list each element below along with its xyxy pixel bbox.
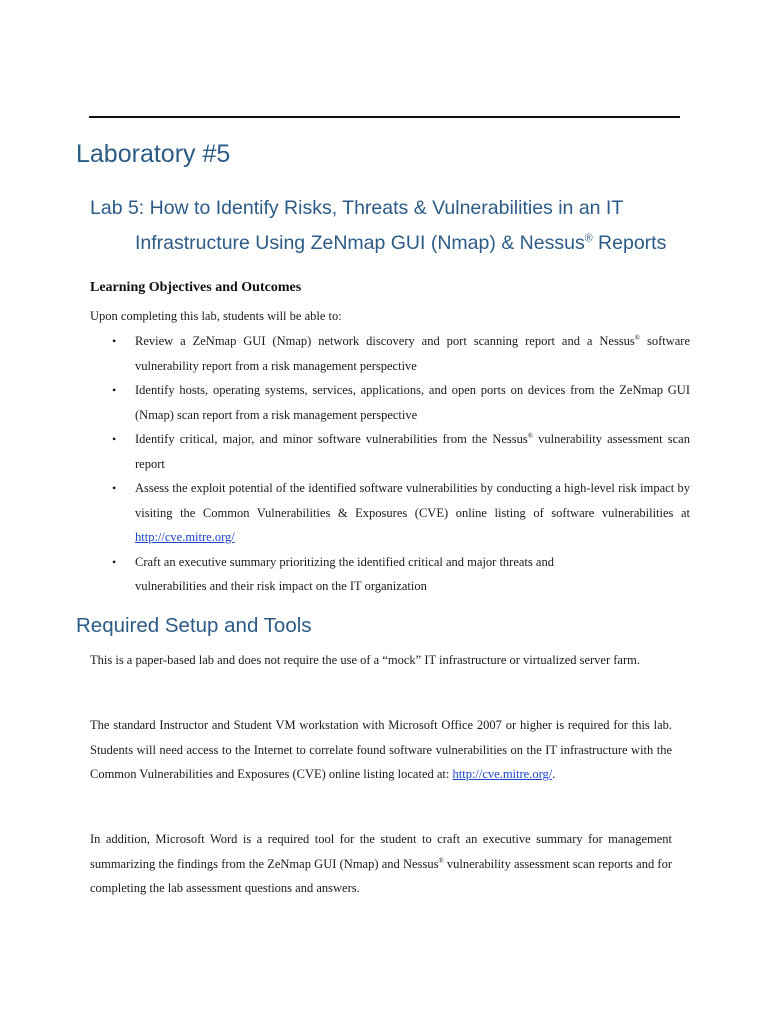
objective-text-end: software vulnerability report from a risk management perspective — [135, 334, 690, 373]
lab-subtitle — [90, 191, 730, 261]
bullet-icon: • — [112, 554, 117, 569]
objectives-list — [90, 329, 690, 599]
cve-link[interactable]: http://cve.mitre.org/ — [452, 767, 553, 781]
objective-item — [90, 427, 690, 476]
objective-text: Identify hosts, operating systems, services, applications, and open ports on devices from the ZeNmap GUI (Nmap) scan report from a risk management perspective — [135, 383, 690, 422]
setup-paragraph-1: This is a paper-based lab and does not require the use of a “mock” IT infrastructure or virtualized server farm. — [90, 653, 640, 667]
registered-mark: ® — [527, 432, 533, 440]
objectives-intro: Upon completing this lab, students will be able to: — [90, 309, 342, 323]
bullet-icon: • — [112, 432, 117, 446]
objective-text: Review a ZeNmap GUI (Nmap) network discovery and port scanning report and a Nessus — [135, 334, 635, 348]
cve-link[interactable]: http://cve.mitre.org/ — [135, 530, 235, 544]
setup-paragraph-3 — [90, 827, 672, 901]
setup-paragraph-2 — [90, 713, 672, 787]
paragraph-text: The standard Instructor and Student VM workstation with Microsoft Office 2007 or higher is required for this lab. Students will need access to the Internet to correlate found software vulnerabilities on the IT infrastructure with the Common Vulnerabilities and Exposures (CVE) online listing located at: — [90, 718, 672, 781]
paragraph-end: . — [552, 767, 556, 781]
objective-item — [90, 378, 690, 427]
header-rule — [89, 116, 680, 118]
paragraph-text-end: vulnerability assessment scan reports and for completing the lab assessment questions and answers. — [90, 856, 672, 895]
lab-subtitle-line2-end: Reports — [592, 232, 667, 254]
objective-text: Identify critical, major, and minor software vulnerabilities from the Nessus — [135, 432, 528, 446]
registered-mark: ® — [438, 857, 444, 865]
bullet-icon: • — [112, 383, 117, 397]
lab-subtitle-line1: Lab 5: How to Identify Risks, Threats & Vulnerabilities in an IT — [90, 197, 624, 219]
setup-heading: Required Setup and Tools — [76, 614, 312, 637]
objective-text: Assess the exploit potential of the identified software vulnerabilities by conducting a high-level risk impact by visiting the Common Vulnerabilities & Exposures (CVE) online listing of software vulnerabilities at — [135, 481, 690, 520]
lab-subtitle-line2 — [90, 226, 730, 261]
bullet-icon: • — [112, 481, 117, 495]
objectives-heading: Learning Objectives and Outcomes — [90, 280, 302, 295]
registered-mark: ® — [634, 334, 641, 342]
objective-item — [90, 476, 690, 550]
objective-text-line2: vulnerabilities and their risk impact on the IT organization — [135, 579, 427, 593]
objective-text: Craft an executive summary prioritizing the identified critical and major threats and — [135, 554, 554, 569]
paragraph-text: In addition, Microsoft Word is a required tool for the student to craft an executive summary for management summarizing the findings from the ZeNmap GUI (Nmap) and Nessus — [90, 832, 672, 871]
bullet-icon: • — [112, 334, 117, 348]
objective-text-end: vulnerability assessment scan report — [135, 432, 690, 471]
objective-item — [90, 329, 690, 378]
lab-subtitle-line2-text: Infrastructure Using ZeNmap GUI (Nmap) & Nessus — [135, 232, 585, 254]
objective-item — [90, 550, 690, 599]
registered-mark: ® — [584, 232, 593, 245]
lab-title: Laboratory #5 — [76, 140, 231, 168]
